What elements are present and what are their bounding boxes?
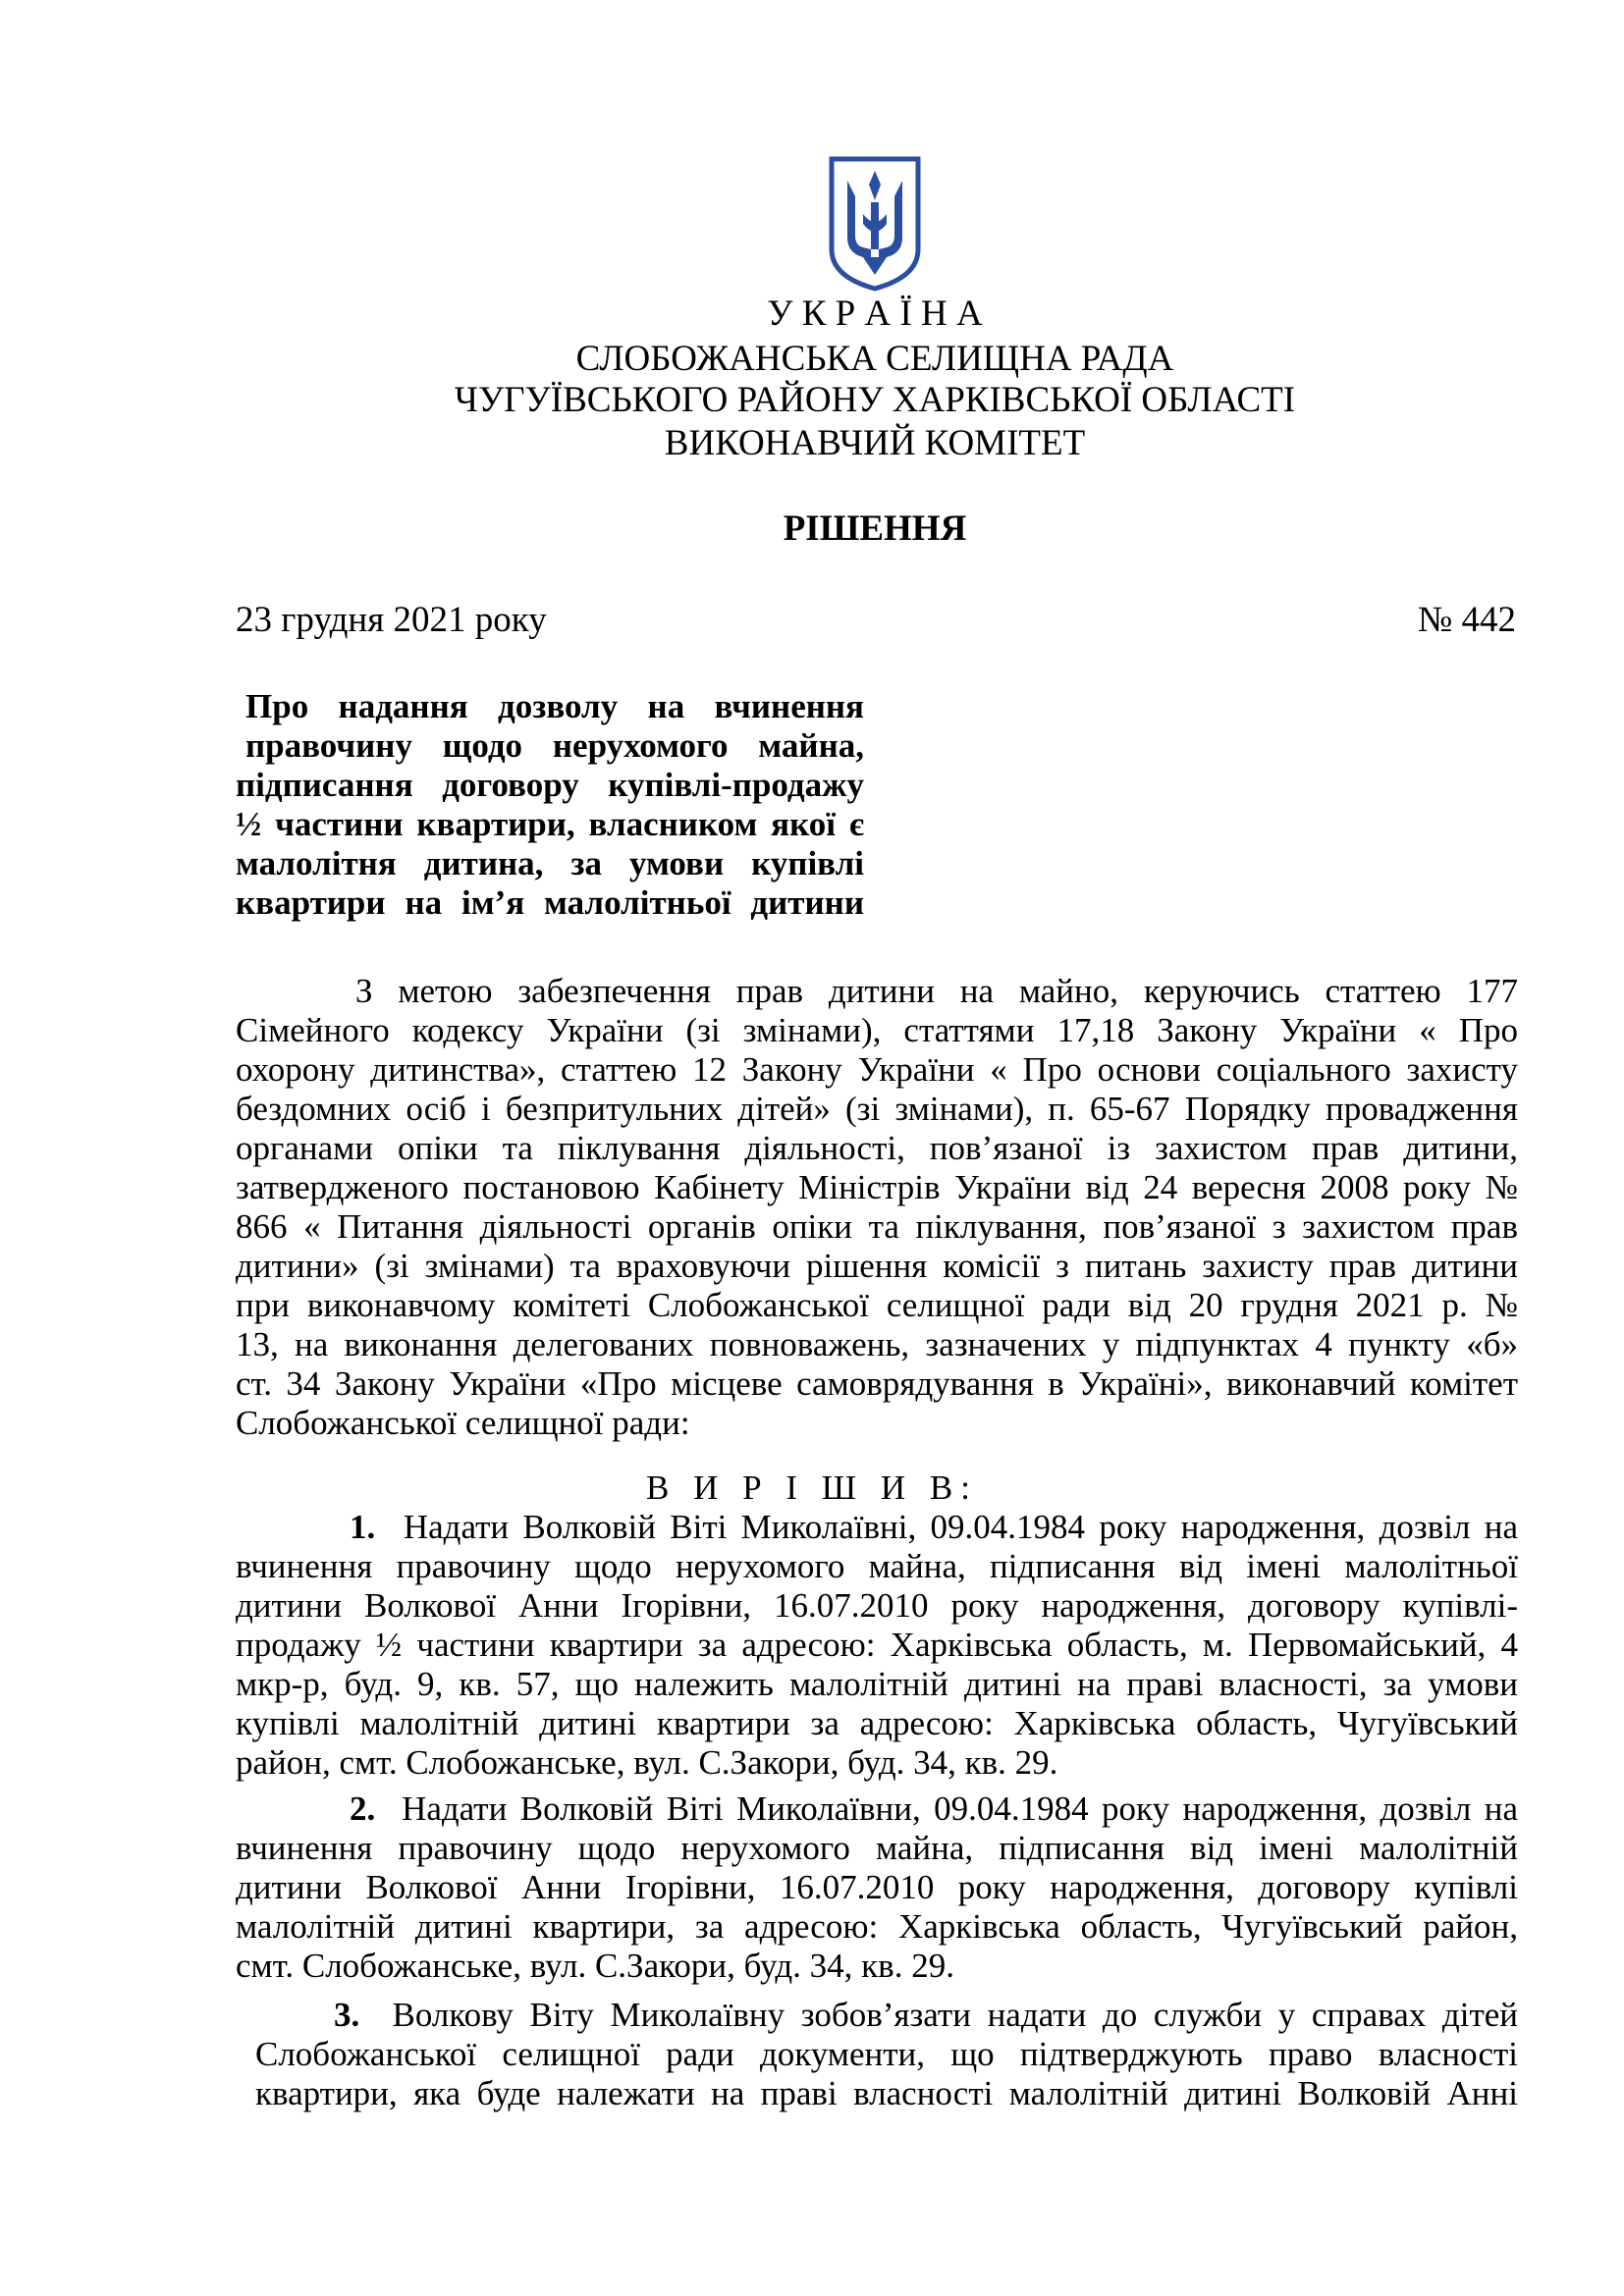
item-line: Слобожанської селищної ради документи, що підтверджують право власності xyxy=(255,2035,1518,2073)
subject-line: підписання договору купівлі-продажу xyxy=(236,766,864,804)
preamble-line: органами опіки та піклування діяльності, пов’язаної із захистом прав дитини, xyxy=(236,1129,1518,1167)
item-number: 1. xyxy=(350,1508,376,1546)
item-line: продажу ½ частини квартири за адресою: Харківська область, м. Первомайський, 4 xyxy=(236,1626,1518,1664)
item-line: дитини Волкової Анни Ігорівни, 16.07.2010 року народження, договору купівлі- xyxy=(236,1586,1518,1625)
item-number: 2. xyxy=(350,1789,376,1828)
subject-line: Про надання дозволу на вчинення xyxy=(245,687,864,725)
preamble-line: З метою забезпечення прав дитини на майно, керуючись статтею 177 xyxy=(355,972,1518,1010)
item-number: 3. xyxy=(334,1996,360,2034)
item-text: Волкову Віту Миколаївну зобов’язати надати до служби у справах дітей xyxy=(392,1996,1519,2034)
preamble-line: 13, на виконання делегованих повноважень, зазначених у підпунктах 4 пункту «б» xyxy=(236,1325,1518,1363)
subject-line: ½ частини квартири, власником якої є xyxy=(236,805,864,843)
document-type-title: РІШЕННЯ xyxy=(783,508,967,549)
item-line: малолітній дитині квартири, за адресою: Харківська область, Чугуївський район, xyxy=(236,1907,1518,1946)
subject-line: правочину щодо нерухомого майна, xyxy=(245,726,864,765)
preamble-line: охорону дитинства», статтею 12 Закону України « Про основи соціального захисту xyxy=(236,1050,1518,1089)
preamble-line: при виконавчому комітеті Слобожанської селищної ради від 20 грудня 2021 р. № xyxy=(236,1286,1518,1324)
item-first-line xyxy=(236,1789,1518,1829)
item-text: Надати Волковій Віті Миколаївні, 09.04.1984 року народження, дозвіл на xyxy=(403,1508,1519,1546)
item-text: Надати Волковій Віті Миколаївни, 09.04.1984 року народження, дозвіл на xyxy=(402,1789,1519,1828)
item-line: смт. Слобожанське, вул. С.Закори, буд. 34, кв. 29. xyxy=(236,1947,954,1985)
item-line: квартири, яка буде належати на праві власності малолітній дитині Волковій Анні xyxy=(255,2074,1518,2112)
document-number: № 442 xyxy=(1417,600,1516,640)
council-name: СЛОБОЖАНСЬКА СЕЛИЩНА РАДА xyxy=(575,339,1174,379)
item-line: вчинення правочину щодо нерухомого майна, підписання від імені малолітній xyxy=(236,1829,1518,1867)
item-line: район, смт. Слобожанське, вул. С.Закори, буд. 34, кв. 29. xyxy=(236,1743,1058,1782)
preamble-line: ст. 34 Закону України «Про місцеве самоврядування в Україні», виконавчий комітет xyxy=(236,1364,1518,1403)
document-date: 23 грудня 2021 року xyxy=(236,600,547,640)
preamble-line: Сімейного кодексу України (зі змінами), статтями 17,18 Закону України « Про xyxy=(236,1011,1518,1049)
decision-item-2 xyxy=(236,1789,1518,1986)
committee-name: ВИКОНАВЧИЙ КОМІТЕТ xyxy=(664,423,1086,463)
district-name: ЧУГУЇВСЬКОГО РАЙОНУ ХАРКІВСЬКОЇ ОБЛАСТІ xyxy=(454,380,1296,420)
trident-coat-of-arms-icon xyxy=(828,155,922,293)
preamble-line: дитини» (зі змінами) та враховуючи рішення комісії з питань захисту прав дитини xyxy=(236,1247,1518,1285)
preamble-line: Слобожанської селищної ради: xyxy=(236,1404,690,1442)
preamble-paragraph xyxy=(236,972,1518,1443)
decision-item-3 xyxy=(255,1996,1518,2113)
preamble-line: затвердженого постановою Кабінету Міністрів України від 24 вересня 2008 року № xyxy=(236,1168,1518,1206)
item-line: мкр-р, буд. 9, кв. 57, що належить малолітній дитині на праві власності, за умови xyxy=(236,1665,1518,1703)
item-first-line xyxy=(255,1996,1518,2035)
item-line: дитини Волкової Анни Ігорівни, 16.07.2010 року народження, договору купівлі xyxy=(236,1868,1518,1906)
item-line: вчинення правочину щодо нерухомого майна, підписання від імені малолітньої xyxy=(236,1547,1518,1585)
preamble-line: бездомних осіб і безпритульних дітей» (зі змінами), п. 65-67 Порядку провадження xyxy=(236,1090,1518,1128)
document-subject xyxy=(236,687,864,923)
country-name: У К Р А Ї Н А xyxy=(767,294,983,334)
preamble-line: 866 « Питання діяльності органів опіки та піклування, пов’язаної з захистом прав xyxy=(236,1207,1518,1246)
item-line: купівлі малолітній дитині квартири за адресою: Харківська область, Чугуївський xyxy=(236,1704,1518,1742)
item-first-line xyxy=(236,1508,1518,1547)
decision-item-1 xyxy=(236,1508,1518,1783)
subject-line: квартири на ім’я малолітньої дитини xyxy=(236,883,864,922)
subject-line: малолітня дитина, за умови купівлі xyxy=(236,844,864,882)
resolve-heading: В И Р І Ш И В: xyxy=(646,1468,978,1507)
